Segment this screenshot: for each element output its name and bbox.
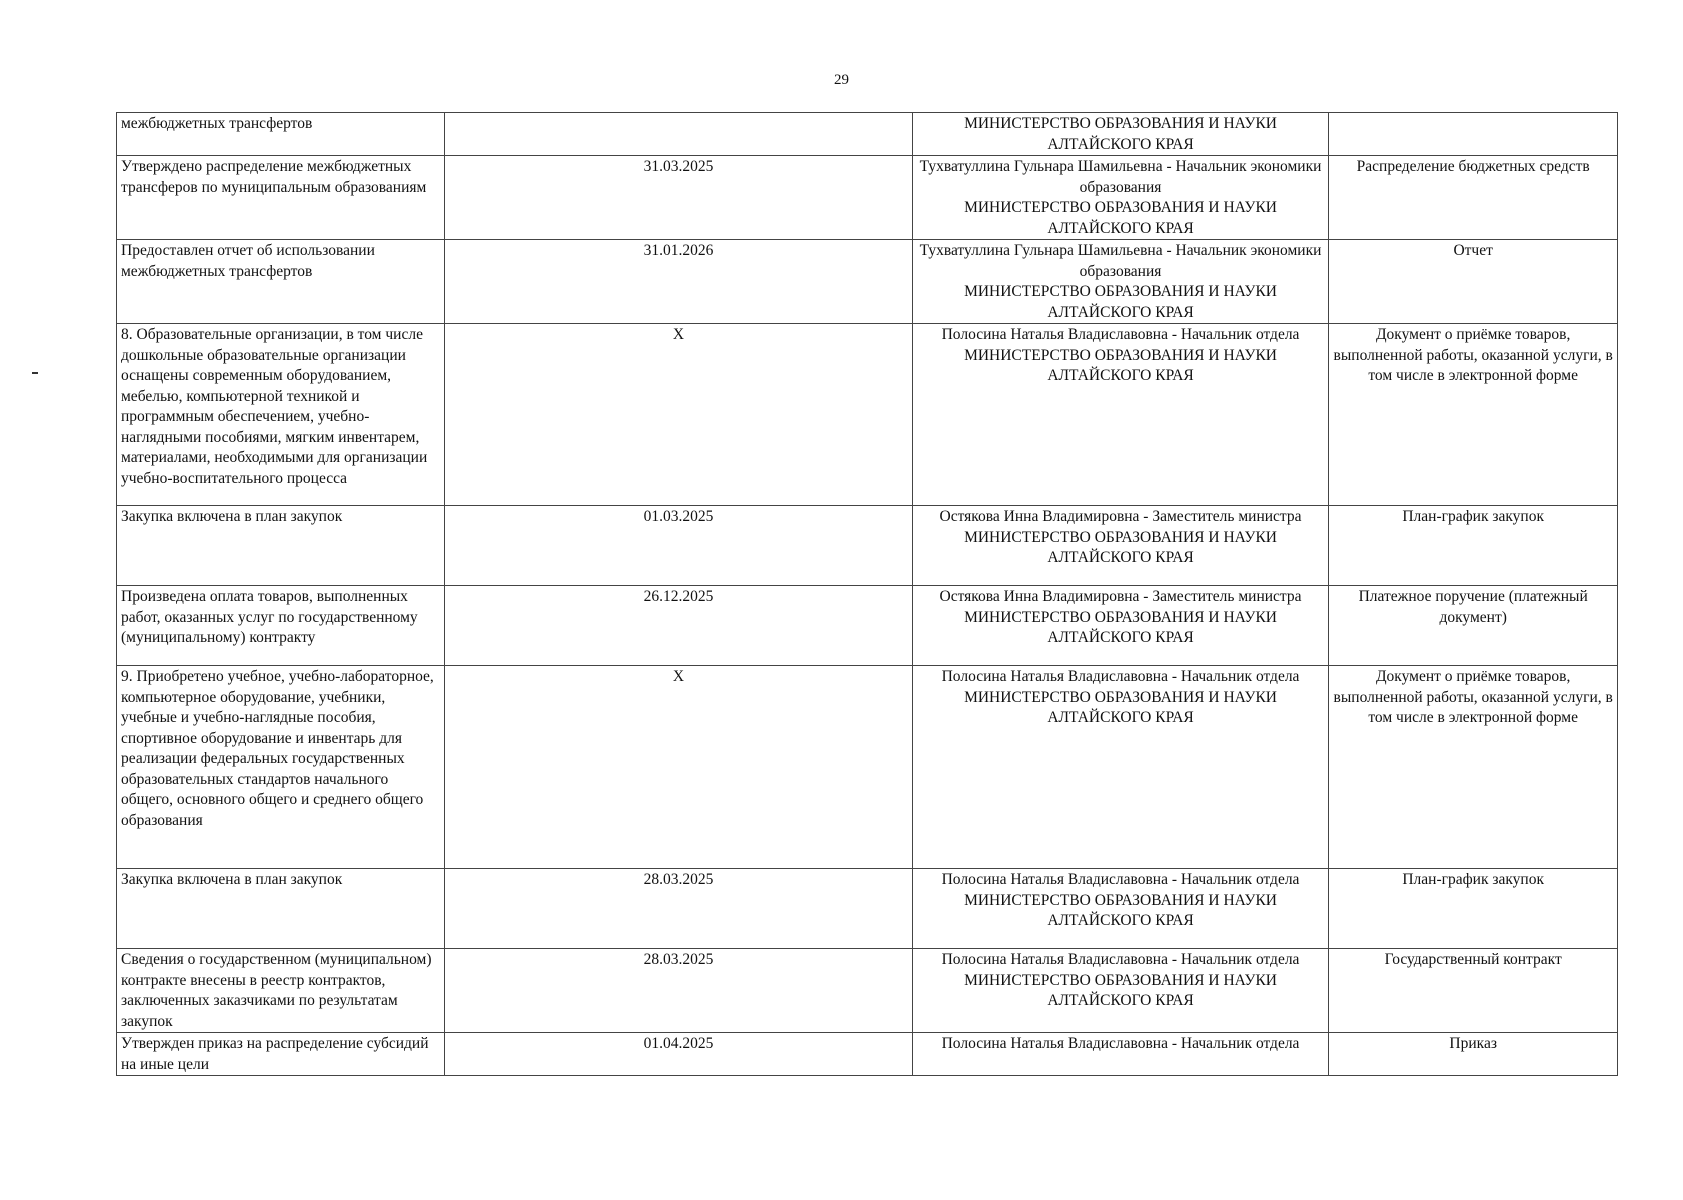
result-document: Государственный контракт <box>1329 949 1618 1033</box>
responsible-cell <box>912 1033 1329 1076</box>
responsible-person: Остякова Инна Владимировна - Заместитель министра <box>939 588 1302 605</box>
table-row <box>117 324 1618 506</box>
table-row <box>117 666 1618 869</box>
responsible-person: Полосина Наталья Владиславовна - Начальник отдела <box>941 668 1300 685</box>
result-document: Документ о приёмке товаров, выполненной работы, оказанной услуги, в том числе в электронной форме <box>1329 324 1618 506</box>
result-document: Распределение бюджетных средств <box>1329 156 1618 240</box>
table-row <box>117 506 1618 586</box>
event-name: Утверждено распределение межбюджетных трансферов по муниципальным образованиям <box>117 156 445 240</box>
table-row <box>117 113 1618 156</box>
page-number: 29 <box>834 72 849 88</box>
event-date <box>445 113 912 156</box>
responsible-person: Остякова Инна Владимировна - Заместитель министра <box>939 508 1302 525</box>
responsible-cell <box>912 666 1329 869</box>
responsible-cell <box>912 949 1329 1033</box>
responsible-person: Полосина Наталья Владиславовна - Начальник отдела <box>941 1035 1300 1052</box>
event-date: 26.12.2025 <box>445 586 912 666</box>
responsible-person: Полосина Наталья Владиславовна - Начальник отдела <box>941 326 1300 343</box>
responsible-cell <box>912 240 1329 324</box>
responsible-org: МИНИСТЕРСТВО ОБРАЗОВАНИЯ И НАУКИ АЛТАЙСКОГО КРАЯ <box>964 346 1277 384</box>
responsible-org: МИНИСТЕРСТВО ОБРАЗОВАНИЯ И НАУКИ АЛТАЙСКОГО КРАЯ <box>964 608 1277 646</box>
table-row <box>117 240 1618 324</box>
event-name: Закупка включена в план закупок <box>117 506 445 586</box>
responsible-cell <box>912 324 1329 506</box>
result-document <box>1329 113 1618 156</box>
responsible-person: Полосина Наталья Владиславовна - Начальник отдела <box>941 871 1300 888</box>
table-row <box>117 869 1618 949</box>
responsible-org: МИНИСТЕРСТВО ОБРАЗОВАНИЯ И НАУКИ АЛТАЙСКОГО КРАЯ <box>964 971 1277 1009</box>
responsible-org: МИНИСТЕРСТВО ОБРАЗОВАНИЯ И НАУКИ АЛТАЙСКОГО КРАЯ <box>964 688 1277 726</box>
scan-mark <box>32 372 38 374</box>
responsible-org: МИНИСТЕРСТВО ОБРАЗОВАНИЯ И НАУКИ АЛТАЙСКОГО КРАЯ <box>964 528 1277 566</box>
plan-table <box>116 112 1618 1076</box>
responsible-org: МИНИСТЕРСТВО ОБРАЗОВАНИЯ И НАУКИ АЛТАЙСКОГО КРАЯ <box>964 199 1277 237</box>
responsible-cell <box>912 869 1329 949</box>
responsible-person: Полосина Наталья Владиславовна - Начальник отдела <box>941 951 1300 968</box>
event-name: Предоставлен отчет об использовании межбюджетных трансфертов <box>117 240 445 324</box>
responsible-person: Тухватуллина Гульнара Шамильевна - Начальник экономики образования <box>919 158 1322 196</box>
event-name: Утвержден приказ на распределение субсидий на иные цели <box>117 1033 445 1076</box>
result-document: Отчет <box>1329 240 1618 324</box>
event-date: 28.03.2025 <box>445 949 912 1033</box>
responsible-cell <box>912 506 1329 586</box>
result-name: 8. Образовательные организации, в том числе дошкольные образовательные организации оснащены современным оборудованием, мебелью, компьютерной техникой и программным обеспечением, учебно-наглядными пособиями, мягким инвентарем, материалами, необходимыми для организации учебно-воспитательного процесса <box>117 324 445 506</box>
event-date: 01.03.2025 <box>445 506 912 586</box>
event-name: Сведения о государственном (муниципальном) контракте внесены в реестр контрактов, заключенных заказчиками по результатам закупок <box>117 949 445 1033</box>
table-row <box>117 156 1618 240</box>
responsible-cell <box>912 156 1329 240</box>
event-date: 28.03.2025 <box>445 869 912 949</box>
responsible-org: МИНИСТЕРСТВО ОБРАЗОВАНИЯ И НАУКИ АЛТАЙСКОГО КРАЯ <box>964 115 1277 153</box>
responsible-cell <box>912 113 1329 156</box>
table-row <box>117 949 1618 1033</box>
result-document: Приказ <box>1329 1033 1618 1076</box>
event-date: 31.03.2025 <box>445 156 912 240</box>
result-name: 9. Приобретено учебное, учебно-лабораторное, компьютерное оборудование, учебники, учебные и учебно-наглядные пособия, спортивное оборудование и инвентарь для реализации федеральных государственных образовательных стандартов начального общего, основного общего и среднего общего образования <box>117 666 445 869</box>
event-name: Произведена оплата товаров, выполненных работ, оказанных услуг по государственному (муниципальному) контракту <box>117 586 445 666</box>
responsible-org: МИНИСТЕРСТВО ОБРАЗОВАНИЯ И НАУКИ АЛТАЙСКОГО КРАЯ <box>964 283 1277 321</box>
event-name: Закупка включена в план закупок <box>117 869 445 949</box>
responsible-org: МИНИСТЕРСТВО ОБРАЗОВАНИЯ И НАУКИ АЛТАЙСКОГО КРАЯ <box>964 891 1277 929</box>
event-name: межбюджетных трансфертов <box>117 113 445 156</box>
event-date: 01.04.2025 <box>445 1033 912 1076</box>
event-date: X <box>445 324 912 506</box>
table-row <box>117 1033 1618 1076</box>
result-document: План-график закупок <box>1329 869 1618 949</box>
table-row <box>117 586 1618 666</box>
result-document: Платежное поручение (платежный документ) <box>1329 586 1618 666</box>
event-date: X <box>445 666 912 869</box>
responsible-person: Тухватуллина Гульнара Шамильевна - Начальник экономики образования <box>919 242 1322 280</box>
event-date: 31.01.2026 <box>445 240 912 324</box>
result-document: Документ о приёмке товаров, выполненной работы, оказанной услуги, в том числе в электронной форме <box>1329 666 1618 869</box>
result-document: План-график закупок <box>1329 506 1618 586</box>
responsible-cell <box>912 586 1329 666</box>
